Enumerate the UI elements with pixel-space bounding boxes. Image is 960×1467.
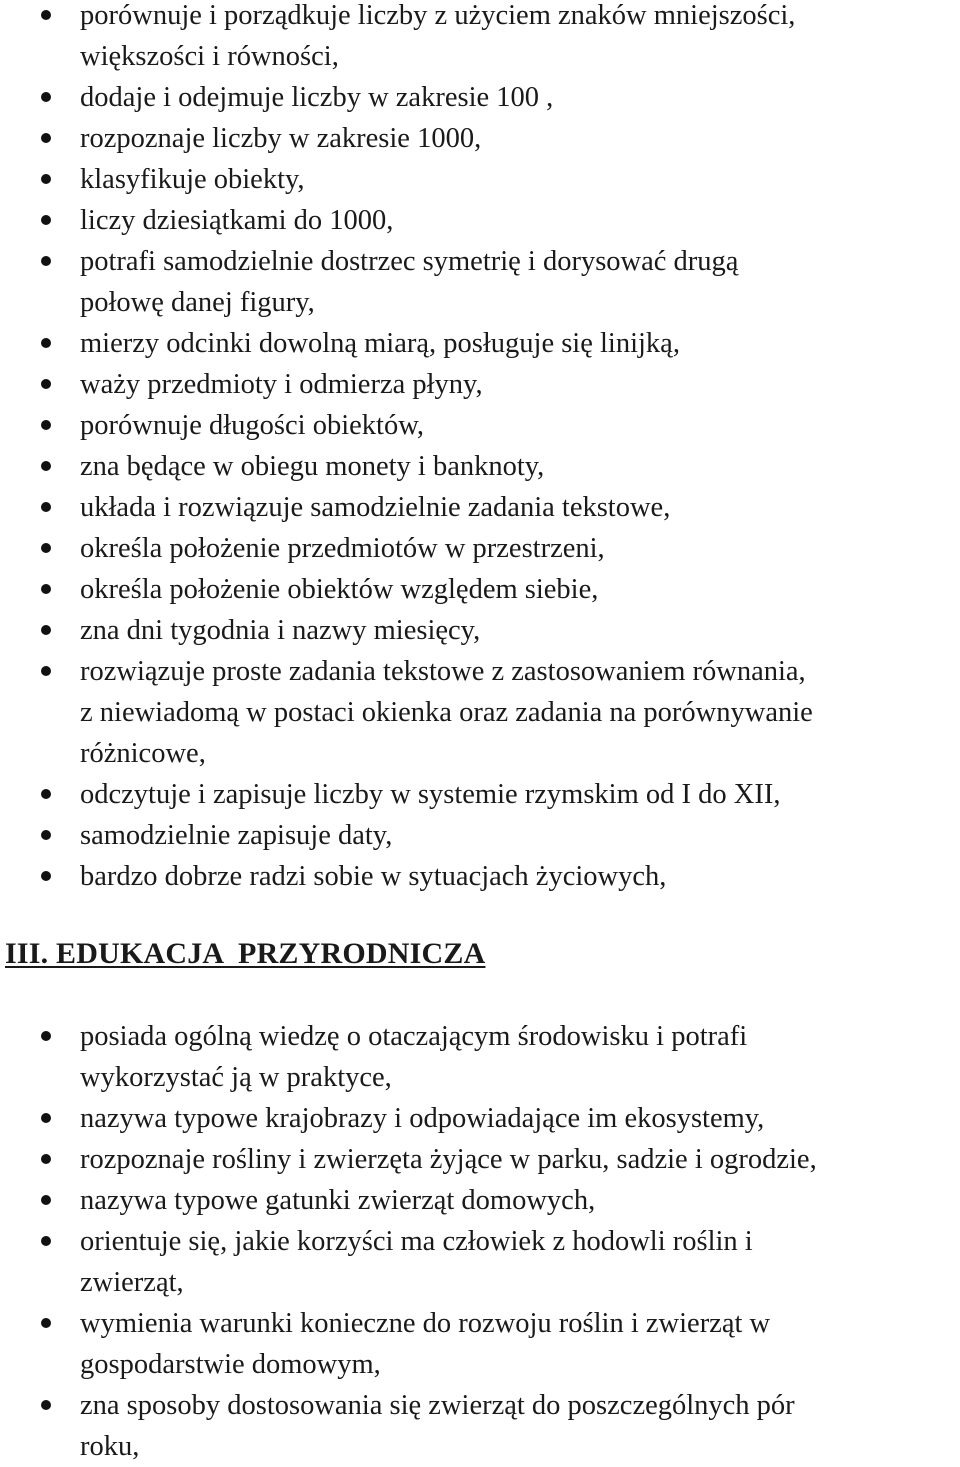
bullet-icon [41, 830, 51, 840]
list-item-text: zna dni tygodnia i nazwy miesięcy, [80, 615, 481, 646]
list-item-text: orientuje się, jakie korzyści ma człowiek z hodowli roślin i [80, 1226, 753, 1257]
list-item-text: potrafi samodzielnie dostrzec symetrię i dorysować drugą [80, 246, 739, 277]
list-item-text: określa położenie obiektów względem siebie, [80, 574, 599, 605]
bullet-icon [41, 379, 51, 389]
list-item [0, 528, 960, 569]
list-item [0, 159, 960, 200]
list-item-text: mierzy odcinki dowolną miarą, posługuje się linijką, [80, 328, 680, 359]
list-item-text: samodzielnie zapisuje daty, [80, 820, 393, 851]
list-item [0, 1303, 960, 1385]
list-item-text: rozpoznaje rośliny i zwierzęta żyjące w parku, sadzie i ogrodzie, [80, 1144, 817, 1175]
bullet-icon [41, 625, 51, 635]
list-item [0, 774, 960, 815]
list-item [0, 815, 960, 856]
bullet-icon [41, 420, 51, 430]
list-item-text: porównuje i porządkuje liczby z użyciem znaków mniejszości, [80, 0, 796, 31]
list-item-text: klasyfikuje obiekty, [80, 164, 305, 195]
list-item-text: rozwiązuje proste zadania tekstowe z zastosowaniem równania, [80, 656, 806, 687]
list-item [0, 200, 960, 241]
list-item-text: zwierząt, [80, 1267, 184, 1298]
bullet-icon [41, 871, 51, 881]
bullet-icon [41, 666, 51, 676]
bullet-icon [41, 1400, 51, 1410]
list-item [0, 364, 960, 405]
list-item-text: większości i równości, [80, 41, 339, 72]
list-item [0, 0, 960, 77]
bullet-icon [41, 174, 51, 184]
list-item-text: układa i rozwiązuje samodzielnie zadania tekstowe, [80, 492, 671, 523]
list-item [0, 1385, 960, 1467]
bullet-icon [41, 215, 51, 225]
list-item-text: posiada ogólną wiedzę o otaczającym środowisku i potrafi [80, 1021, 748, 1052]
bullet-icon [41, 256, 51, 266]
list-item-text: wymienia warunki konieczne do rozwoju roślin i zwierząt w [80, 1308, 771, 1339]
list-item-text: roku, [80, 1431, 140, 1462]
list-item-text: gospodarstwie domowym, [80, 1349, 381, 1380]
bullet-icon [41, 1195, 51, 1205]
list-item [0, 856, 960, 897]
list-item [0, 446, 960, 487]
list-item-text: odczytuje i zapisuje liczby w systemie rzymskim od I do XII, [80, 779, 781, 810]
bullet-icon [41, 10, 51, 20]
list-item [0, 1221, 960, 1303]
list-item-text: z niewiadomą w postaci okienka oraz zadania na porównywanie [80, 697, 813, 728]
list-item-text: bardzo dobrze radzi sobie w sytuacjach życiowych, [80, 861, 667, 892]
list-item-text: zna będące w obiegu monety i banknoty, [80, 451, 545, 482]
bullet-icon [41, 1318, 51, 1328]
list-item [0, 487, 960, 528]
list-item-text: waży przedmioty i odmierza płyny, [80, 369, 483, 400]
bullet-icon [41, 1113, 51, 1123]
list-item [0, 77, 960, 118]
list-item [0, 1139, 960, 1180]
skills-list-nature [0, 1016, 960, 1467]
bullet-icon [41, 502, 51, 512]
list-item [0, 651, 960, 774]
list-item-text: nazywa typowe krajobrazy i odpowiadające im ekosystemy, [80, 1103, 765, 1134]
list-item-text: połowę danej figury, [80, 287, 315, 318]
bullet-icon [41, 461, 51, 471]
list-item-text: zna sposoby dostosowania się zwierząt do poszczególnych pór [80, 1390, 795, 1421]
list-item [0, 405, 960, 446]
section-heading: III. EDUKACJA PRZYRODNICZA [5, 937, 486, 970]
list-item [0, 569, 960, 610]
bullet-icon [41, 338, 51, 348]
list-item [0, 1016, 960, 1098]
list-item [0, 610, 960, 651]
list-item-text: wykorzystać ją w praktyce, [80, 1062, 392, 1093]
bullet-icon [41, 92, 51, 102]
list-item-text: porównuje długości obiektów, [80, 410, 425, 441]
bullet-icon [41, 789, 51, 799]
bullet-icon [41, 133, 51, 143]
list-item [0, 1180, 960, 1221]
list-item-text: różnicowe, [80, 738, 206, 769]
list-item-text: liczy dziesiątkami do 1000, [80, 205, 394, 236]
list-item [0, 1098, 960, 1139]
list-item-text: dodaje i odejmuje liczby w zakresie 100 , [80, 82, 554, 113]
bullet-icon [41, 1031, 51, 1041]
list-item [0, 118, 960, 159]
list-item [0, 323, 960, 364]
list-item-text: nazywa typowe gatunki zwierząt domowych, [80, 1185, 596, 1216]
bullet-icon [41, 584, 51, 594]
bullet-icon [41, 1236, 51, 1246]
bullet-icon [41, 543, 51, 553]
list-item [0, 241, 960, 323]
list-item-text: określa położenie przedmiotów w przestrzeni, [80, 533, 605, 564]
list-item-text: rozpoznaje liczby w zakresie 1000, [80, 123, 482, 154]
bullet-icon [41, 1154, 51, 1164]
